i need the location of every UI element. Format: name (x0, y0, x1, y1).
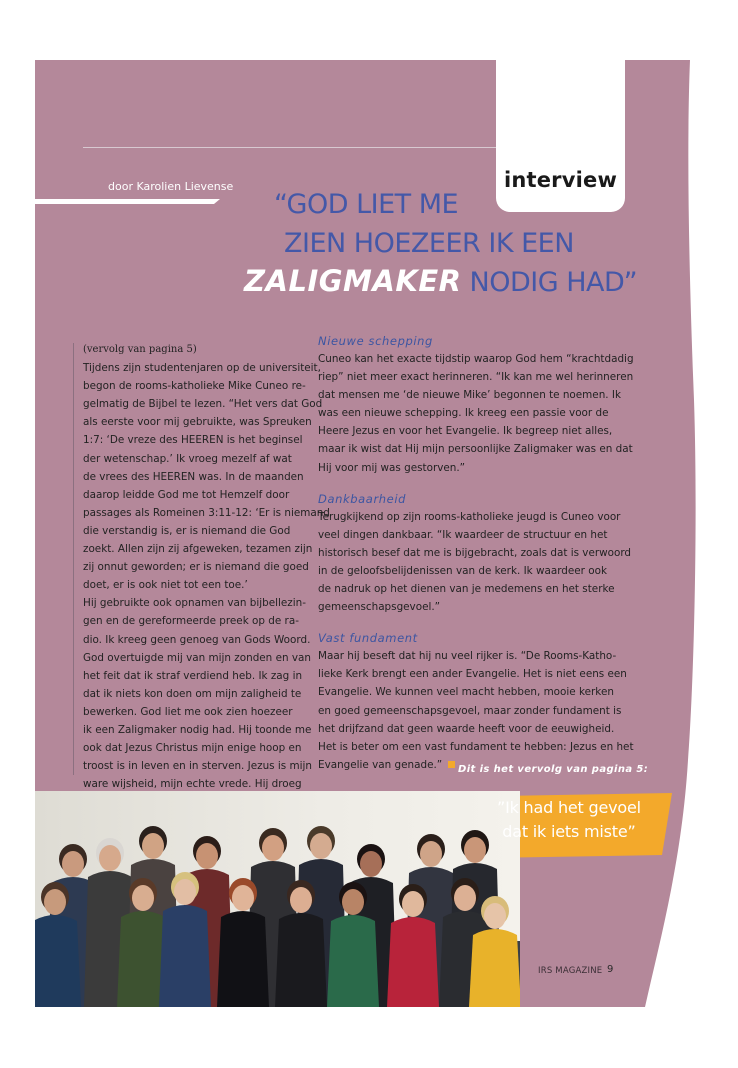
left-column-line: troost is in leven en in sterven. Jezus is mijn (83, 760, 312, 773)
left-column-line: ik een Zaligmaker nodig had. Hij toonde me (83, 723, 312, 736)
right-column-line: gemeenschapsgevoel.” (318, 601, 441, 614)
person-face (484, 903, 506, 929)
continuation-note: (vervolg van pagina 5) (83, 344, 197, 355)
section-tab (496, 60, 625, 212)
right-column-line: Het is beter om een vast fundament te hebben: Jezus en het (318, 740, 634, 753)
left-column-line: bewerken. God liet me ook zien hoezeer (83, 705, 293, 718)
section-gap (318, 616, 618, 629)
right-column-line: lieke Kerk brengt een ander Evangelie. Het is niet eens een (318, 668, 627, 681)
person-body (217, 911, 269, 1007)
left-column-line: dat ik niets kon doen om mijn zaligheid te (83, 687, 302, 700)
person-face (360, 851, 382, 877)
person-face (454, 885, 476, 911)
right-column-line: historisch besef dat me is bijgebracht, zoals dat is verwoord (318, 546, 632, 559)
left-column-line: daarop leidde God me tot Hemzelf door (83, 488, 290, 501)
person-face (99, 845, 121, 871)
headline-line-3 (244, 264, 637, 298)
left-column-line: gen en de gereformeerde preek op de ra- (83, 615, 299, 628)
author-byline: door Karolien Lievense (108, 180, 234, 193)
person-face (342, 889, 364, 915)
right-column-line: Cuneo kan het exacte tijdstip waarop God hem “krachtdadig (318, 353, 634, 365)
right-column-line: Hij voor mij was gestorven.” (318, 461, 466, 474)
right-column-line: maar ik wist dat Hij mijn persoonlijke Zaligmaker was en dat (318, 443, 633, 456)
left-column-line: zoekt. Allen zijn zij afgeweken, tezamen zijn (83, 543, 313, 556)
headline-line-3-rest: NODIG HAD” (461, 267, 638, 298)
group-photo (35, 791, 520, 1007)
left-column-line: ook dat Jezus Christus mijn enige hoop en (83, 742, 302, 755)
headline-highlight: ZALIGMAKER (244, 264, 462, 298)
right-column-line: riep” niet meer exact herinneren. “Ik kan me wel herinneren (318, 371, 634, 384)
right-column-line: dat mensen me ‘de nieuwe Mike’ begonnen te noemen. Ik (318, 389, 621, 402)
left-column-line: Tijdens zijn studentenjaren op de universiteit, (83, 362, 321, 375)
right-column-line: Evangelie. We kunnen veel macht hebben, mooie kerken (318, 686, 614, 699)
person-face (132, 885, 154, 911)
person-face (196, 843, 218, 869)
article-left-column (83, 341, 330, 811)
person-face (44, 889, 66, 915)
left-column-line: 1:7: ‘De vreze des HEEREN is het beginsel (83, 434, 303, 447)
person-face (402, 891, 424, 917)
magazine-name: IRS MAGAZINE (538, 966, 603, 976)
person-face (232, 885, 254, 911)
page-number: 9 (607, 964, 614, 975)
person-body (469, 929, 520, 1007)
person-body (275, 913, 327, 1007)
section-gap (318, 477, 618, 490)
left-column-line: der wetenschap.’ Ik vroeg mezelf af wat (83, 452, 292, 465)
person-body (327, 915, 379, 1007)
right-column-line: was een nieuwe schepping. Ik kreeg een passie voor de (318, 407, 609, 420)
headline-line-2: ZIEN HOEZEER IK EEN (284, 228, 574, 259)
left-column-line: doet, er is ook niet tot een toe.’ (83, 579, 248, 592)
section-heading: Vast fundament (318, 631, 418, 646)
pull-quote (497, 796, 641, 844)
continued-note: Dit is het vervolg van pagina 5: (458, 764, 649, 775)
person-face (310, 833, 332, 859)
person-body (159, 905, 211, 1007)
left-column-rule (73, 343, 74, 775)
left-column-line: God overtuigde mij van mijn zonden en van (83, 651, 311, 664)
right-column-line: Maar hij beseft dat hij nu veel rijker is. “De Rooms-Katho- (318, 650, 617, 663)
section-tab-label: interview (503, 168, 618, 192)
left-column-line: gelmatig de Bijbel te lezen. “Het vers dat God (83, 398, 323, 411)
right-column-line: Evangelie van genade.” (318, 756, 618, 774)
left-column-line: begon de rooms-katholieke Mike Cuneo re- (83, 380, 306, 393)
left-column-line: dio. Ik kreeg geen genoeg van Gods Woord. (83, 633, 311, 646)
left-column-line: die verstandig is, er is niemand die God (83, 524, 291, 537)
article-end-mark (448, 761, 455, 768)
person-face (62, 851, 84, 877)
right-column-line: de nadruk op het dienen van je medemens en het sterke (318, 583, 615, 596)
left-column-line: zij onnut geworden; er is niemand die goed (83, 561, 309, 574)
left-column-body (83, 359, 330, 811)
left-column-line: Hij gebruikte ook opnamen van bijbellezin- (83, 597, 306, 610)
right-column-body (318, 332, 634, 774)
left-column-line: de vrees des HEEREN was. In de maanden (83, 470, 304, 483)
section-heading: Dankbaarheid (318, 491, 407, 506)
person-face (290, 887, 312, 913)
headline-line-1: “GOD LIET ME (274, 189, 459, 220)
pull-quote-line-2: dat ik iets miste” (502, 822, 636, 841)
person-body (387, 917, 439, 1007)
person-face (262, 835, 284, 861)
right-column-line: Heere Jezus en voor het Evangelie. Ik begreep niet alles, (318, 425, 613, 438)
pull-quote-line-1: ”Ik had het gevoel (497, 798, 641, 817)
left-column-line: als eerste voor mij gebruikte, was Spreuken (83, 416, 312, 429)
person-face (464, 837, 486, 863)
person-face (142, 833, 164, 859)
person-face (174, 879, 196, 905)
header-divider (83, 147, 496, 148)
right-column-line: Terugkijkend op zijn rooms-katholieke jeugd is Cuneo voor (318, 510, 621, 523)
right-column-line: het drijfzand dat geen waarde heeft voor de eeuwigheid. (318, 722, 615, 735)
right-column-line: veel dingen dankbaar. “Ik waardeer de structuur en het (318, 528, 608, 541)
right-column-line: en goed gemeenschapsgevoel, maar zonder fundament is (318, 704, 622, 717)
article-right-column (318, 332, 634, 774)
person-body (35, 915, 81, 1007)
right-column-line: in de geloofsbelijdenissen van de kerk. Ik waardeer ook (318, 564, 607, 577)
section-heading: Nieuwe schepping (318, 334, 433, 348)
left-column-line: passages als Romeinen 3:11-12: ‘Er is niemand (83, 506, 330, 519)
left-column-line: ware wijsheid, mijn echte vrede. Hij droeg (83, 778, 302, 791)
left-column-line: het feit dat ik straf verdiend heb. Ik zag in (83, 669, 303, 682)
person-face (420, 841, 442, 867)
